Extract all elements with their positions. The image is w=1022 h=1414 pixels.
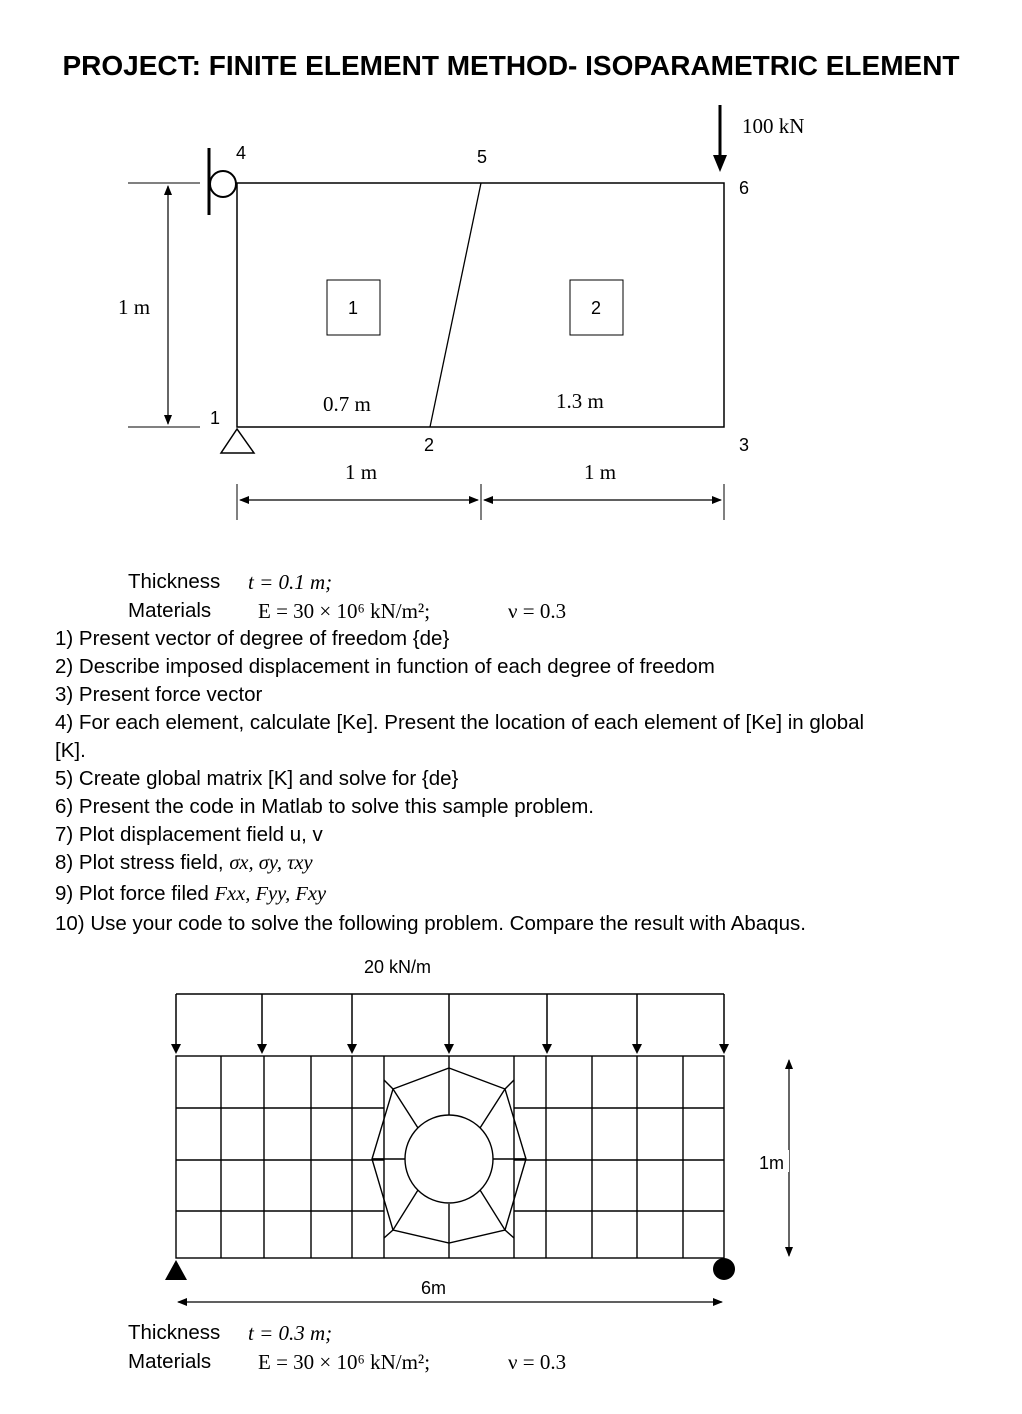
element-2-label: 2 xyxy=(591,298,602,318)
height-label-2: 1m xyxy=(759,1153,785,1173)
question-4: 4) For each element, calculate [Ke]. Present the location of each element of [Ke] in global xyxy=(55,711,865,734)
span-label-left: 1 m xyxy=(345,460,378,484)
question-9-text: 9) Plot force filed xyxy=(55,882,215,905)
question-1: 1) Present vector of degree of freedom {de} xyxy=(55,627,450,650)
question-2: 2) Describe imposed displacement in function of each degree of freedom xyxy=(55,655,715,678)
thickness-label-2: Thickness xyxy=(128,1321,221,1344)
bottom-length-left: 0.7 m xyxy=(323,392,371,416)
question-3: 3) Present force vector xyxy=(55,683,263,706)
node-5-label: 5 xyxy=(477,147,488,167)
load-arrow-head xyxy=(713,155,727,172)
thickness-value-2: t = 0.3 m; xyxy=(248,1321,333,1345)
distributed-load-label: 20 kN/m xyxy=(364,957,432,977)
figure-1-two-element-mesh xyxy=(0,0,1022,540)
load-arrows xyxy=(171,994,729,1054)
pin-support-icon xyxy=(221,429,254,453)
bottom-length-right: 1.3 m xyxy=(556,389,604,413)
node-2-label: 2 xyxy=(424,435,435,455)
poisson-value-1: ν = 0.3 xyxy=(508,599,567,623)
span-label-right: 1 m xyxy=(584,460,617,484)
node-3-label: 3 xyxy=(739,435,750,455)
question-8-symbols: σx, σy, τxy xyxy=(229,852,313,874)
question-4-continued: [K]. xyxy=(55,739,86,762)
figure-2-plate-with-hole xyxy=(0,940,1022,1320)
roller-support-icon xyxy=(210,171,236,197)
node-1-label: 1 xyxy=(210,408,221,428)
question-9 xyxy=(55,882,326,906)
page-title: PROJECT: FINITE ELEMENT METHOD- ISOPARAMETRIC ELEMENT xyxy=(62,50,960,81)
question-9-symbols: Fxx, Fyy, Fxy xyxy=(214,883,327,905)
materials-label-2: Materials xyxy=(128,1350,212,1373)
thickness-label-1: Thickness xyxy=(128,570,221,593)
modulus-value-1: E = 30 × 10⁶ kN/m²; xyxy=(258,599,431,623)
roller-support-icon-2 xyxy=(713,1258,735,1280)
modulus-value-2: E = 30 × 10⁶ kN/m²; xyxy=(258,1350,431,1374)
load-label: 100 kN xyxy=(742,114,805,138)
height-label: 1 m xyxy=(118,295,151,319)
element-split-line xyxy=(430,183,481,427)
mesh xyxy=(176,1056,724,1258)
element-1-label: 1 xyxy=(348,298,359,318)
question-8 xyxy=(55,851,313,875)
question-5: 5) Create global matrix [K] and solve for {de} xyxy=(55,767,459,790)
question-6: 6) Present the code in Matlab to solve this sample problem. xyxy=(55,795,594,818)
question-8-text: 8) Plot stress field, xyxy=(55,851,230,874)
node-6-label: 6 xyxy=(739,178,750,198)
poisson-value-2: ν = 0.3 xyxy=(508,1350,567,1374)
materials-label-1: Materials xyxy=(128,599,212,622)
question-7: 7) Plot displacement field u, v xyxy=(55,823,323,846)
width-label: 6m xyxy=(421,1278,447,1298)
node-4-label: 4 xyxy=(236,143,247,163)
domain-outline xyxy=(237,183,724,427)
pin-support-icon-2 xyxy=(165,1260,187,1280)
thickness-value-1: t = 0.1 m; xyxy=(248,570,333,594)
question-10: 10) Use your code to solve the following problem. Compare the result with Abaqus. xyxy=(55,912,806,935)
